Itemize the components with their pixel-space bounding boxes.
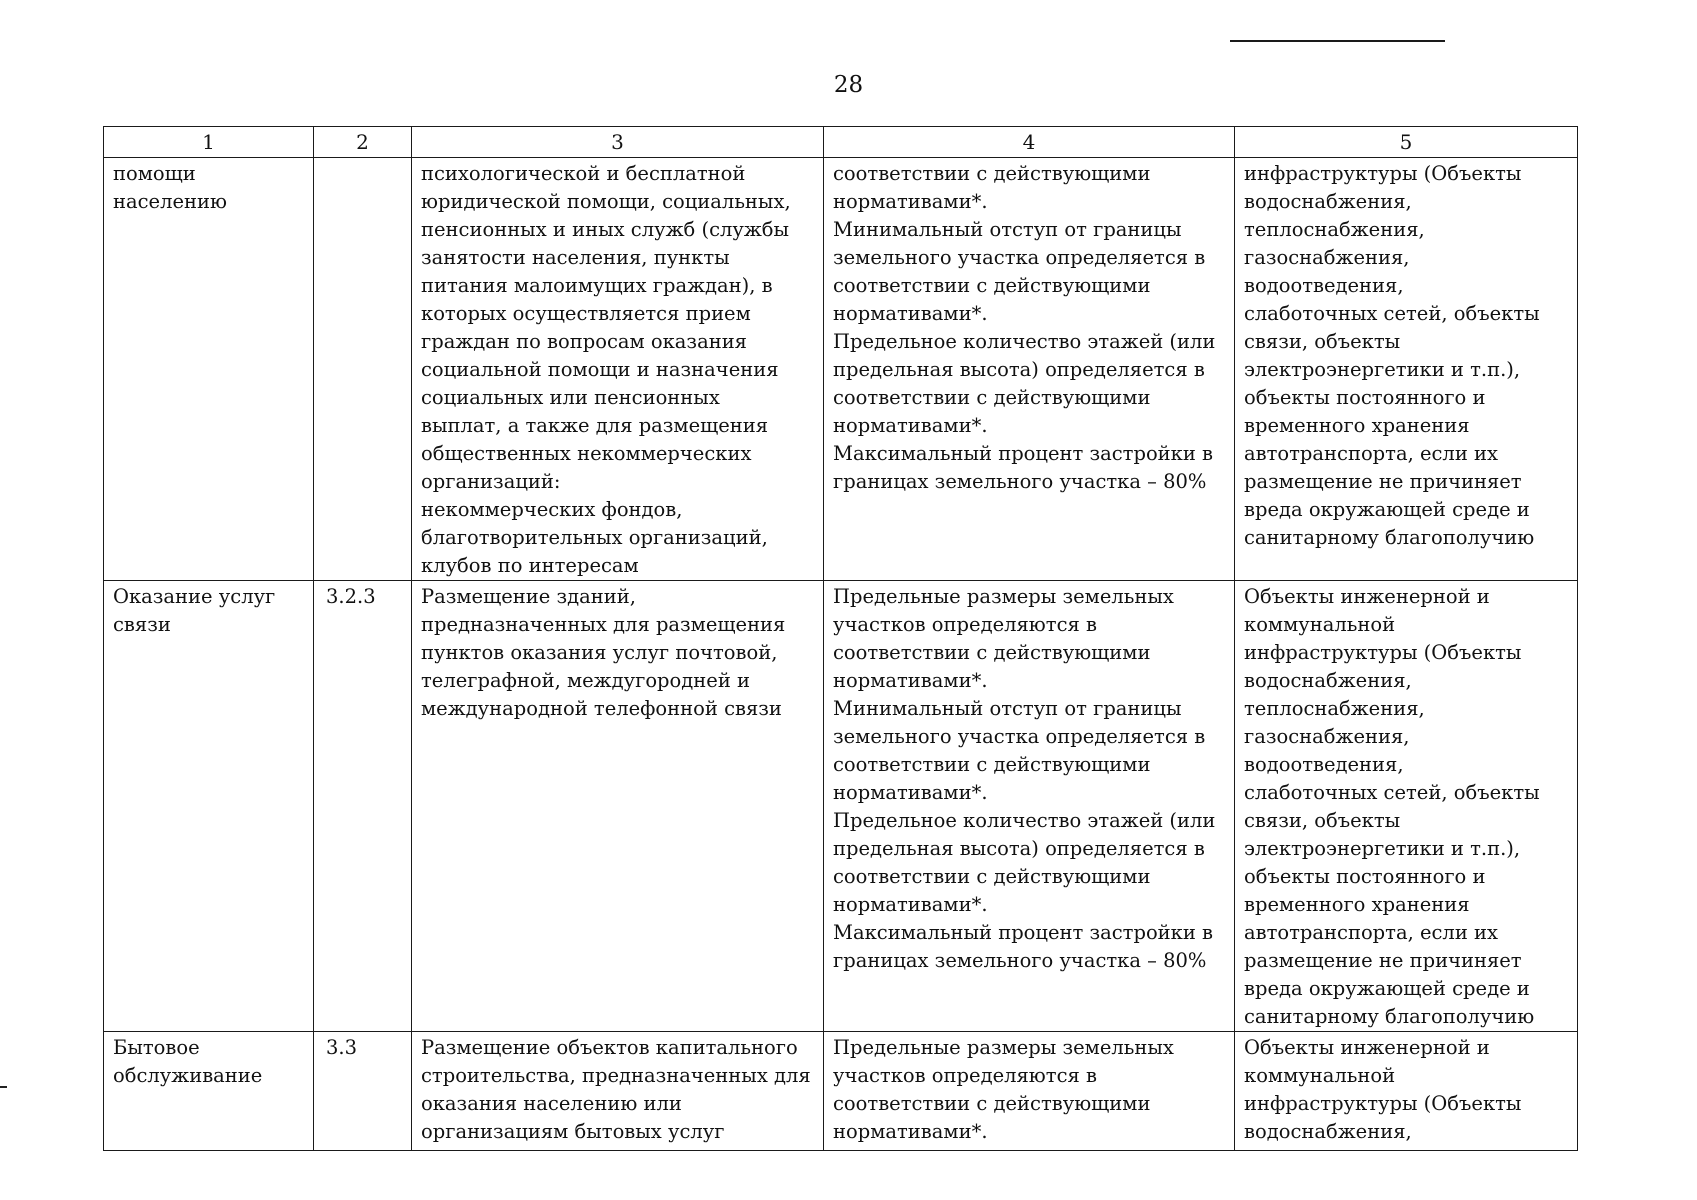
table-row [104, 581, 1578, 1032]
table-row [104, 1032, 1578, 1151]
description-cell: Размещение объектов капитального строительства, предназначенных для оказания населению или организациям бытовых услуг [412, 1032, 824, 1151]
table-row [104, 158, 1578, 581]
use-code-cell: 3.3 [314, 1032, 412, 1151]
description-cell: психологической и бесплатной юридической помощи, социальных, пенсионных и иных служб (службы занятости населения, пункты питания малоимущих граждан), в которых осуществляется прием граждан по вопросам оказания социальной помощи и назначения социальных или пенсионных выплат, а также для размещения общественных некоммерческих организаций: некоммерческих фондов, благотворительных организаций, клубов по интересам [412, 158, 824, 581]
column-header-1: 1 [104, 127, 314, 158]
column-header-4: 4 [824, 127, 1235, 158]
use-code-cell [314, 158, 412, 581]
use-code-cell: 3.2.3 [314, 581, 412, 1032]
column-header-2: 2 [314, 127, 412, 158]
column-header-3: 3 [412, 127, 824, 158]
land-use-table [103, 126, 1578, 1151]
use-name-cell: Оказание услуг связи [104, 581, 314, 1032]
description-cell: Размещение зданий, предназначенных для размещения пунктов оказания услуг почтовой, телеграфной, междугородней и международной телефонной связи [412, 581, 824, 1032]
margin-mark [0, 1086, 7, 1088]
parameters-cell: Предельные размеры земельных участков определяются в соответствии с действующими нормативами*. Минимальный отступ от границы земельного участка определяется в соответствии с действующими нормативами*. Предельное количество этажей (или предельная высота) определяется в соответствии с действующими нормативами*. Максимальный процент застройки в границах земельного участка – 80% [824, 581, 1235, 1032]
top-rule [1230, 40, 1445, 42]
use-name-cell: помощи населению [104, 158, 314, 581]
use-name-cell: Бытовое обслуживание [104, 1032, 314, 1151]
auxiliary-uses-cell: Объекты инженерной и коммунальной инфраструктуры (Объекты водоснабжения, теплоснабжения, газоснабжения, водоотведения, слаботочных сетей, объекты связи, объекты электроэнергетики и т.п.), объекты постоянного и временного хранения автотранспорта, если их размещение не причиняет вреда окружающей среде и санитарному благополучию [1235, 581, 1578, 1032]
column-header-5: 5 [1235, 127, 1578, 158]
parameters-cell: Предельные размеры земельных участков определяются в соответствии с действующими нормативами*. [824, 1032, 1235, 1151]
header-row [104, 127, 1578, 158]
page-number: 28 [833, 72, 864, 98]
auxiliary-uses-cell: Объекты инженерной и коммунальной инфраструктуры (Объекты водоснабжения, [1235, 1032, 1578, 1151]
parameters-cell: соответствии с действующими нормативами*. Минимальный отступ от границы земельного участка определяется в соответствии с действующими нормативами*. Предельное количество этажей (или предельная высота) определяется в соответствии с действующими нормативами*. Максимальный процент застройки в границах земельного участка – 80% [824, 158, 1235, 581]
auxiliary-uses-cell: инфраструктуры (Объекты водоснабжения, теплоснабжения, газоснабжения, водоотведения, слаботочных сетей, объекты связи, объекты электроэнергетики и т.п.), объекты постоянного и временного хранения автотранспорта, если их размещение не причиняет вреда окружающей среде и санитарному благополучию [1235, 158, 1578, 581]
